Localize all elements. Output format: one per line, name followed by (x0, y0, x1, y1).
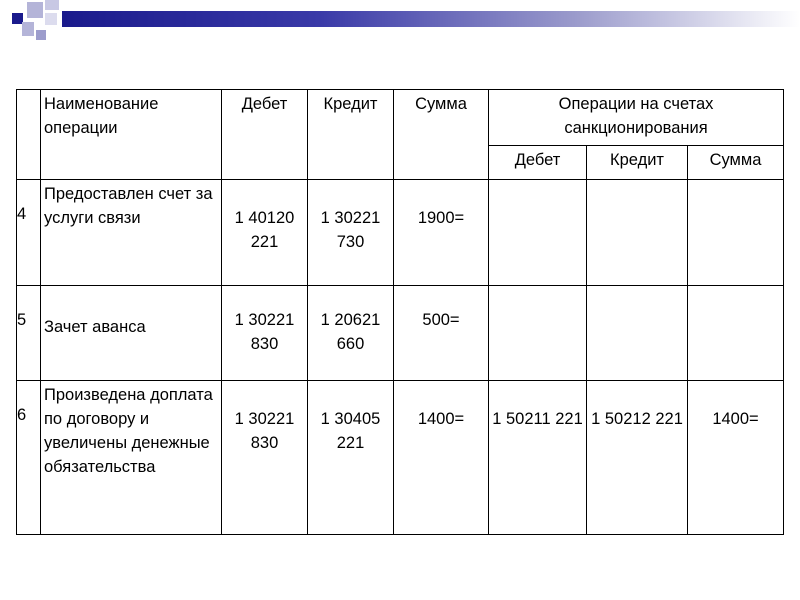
row-debit: 1 40120 221 (222, 180, 308, 286)
row-sanction-credit: 1 50212 221 (587, 381, 688, 535)
row-sanction-debit (489, 286, 587, 381)
row-sanction-credit (587, 180, 688, 286)
row-credit: 1 30221 730 (308, 180, 394, 286)
row-index (17, 180, 41, 286)
row-credit: 1 30405 221 (308, 381, 394, 535)
table-header-row (17, 90, 784, 146)
row-sanction-credit (587, 286, 688, 381)
header-sanction-ops: Операции на счетах санкционирования (489, 90, 784, 146)
row-name: Предоставлен счет за услуги связи (41, 180, 222, 286)
table-row (17, 286, 784, 381)
row-index-label: 5 (17, 311, 27, 329)
header-credit: Кредит (308, 90, 394, 180)
table-row (17, 180, 784, 286)
deco-square (22, 22, 34, 36)
row-name (41, 286, 222, 381)
row-index (17, 286, 41, 381)
header-sum: Сумма (394, 90, 489, 180)
row-sanction-sum: 1400= (688, 381, 784, 535)
row-debit: 1 30221 830 (222, 381, 308, 535)
row-name: Произведена доплата по договору и увеличены денежные обязательства (41, 381, 222, 535)
row-index (17, 381, 41, 535)
row-index-label: 6 (17, 406, 27, 424)
header-debit: Дебет (222, 90, 308, 180)
deco-gradient-bar (62, 11, 800, 27)
row-debit: 1 30221 830 (222, 286, 308, 381)
header-decoration (0, 0, 800, 50)
row-credit: 1 20621 660 (308, 286, 394, 381)
subheader-sum: Сумма (688, 146, 784, 180)
row-sanction-debit (489, 180, 587, 286)
deco-square (36, 30, 46, 40)
index-header-cell (17, 90, 41, 180)
row-sanction-sum (688, 180, 784, 286)
deco-square (45, 13, 57, 25)
subheader-debit: Дебет (489, 146, 587, 180)
subheader-credit: Кредит (587, 146, 688, 180)
deco-square (27, 2, 43, 18)
row-name-text: Зачет аванса (44, 318, 146, 336)
deco-square (45, 0, 59, 10)
header-name: Наименование операции (41, 90, 222, 180)
accounting-table (16, 89, 784, 535)
row-sum: 1400= (394, 381, 489, 535)
row-sanction-debit: 1 50211 221 (489, 381, 587, 535)
row-index-label: 4 (17, 205, 27, 223)
row-sanction-sum (688, 286, 784, 381)
table-row (17, 381, 784, 535)
row-sum: 500= (394, 286, 489, 381)
row-sum: 1900= (394, 180, 489, 286)
